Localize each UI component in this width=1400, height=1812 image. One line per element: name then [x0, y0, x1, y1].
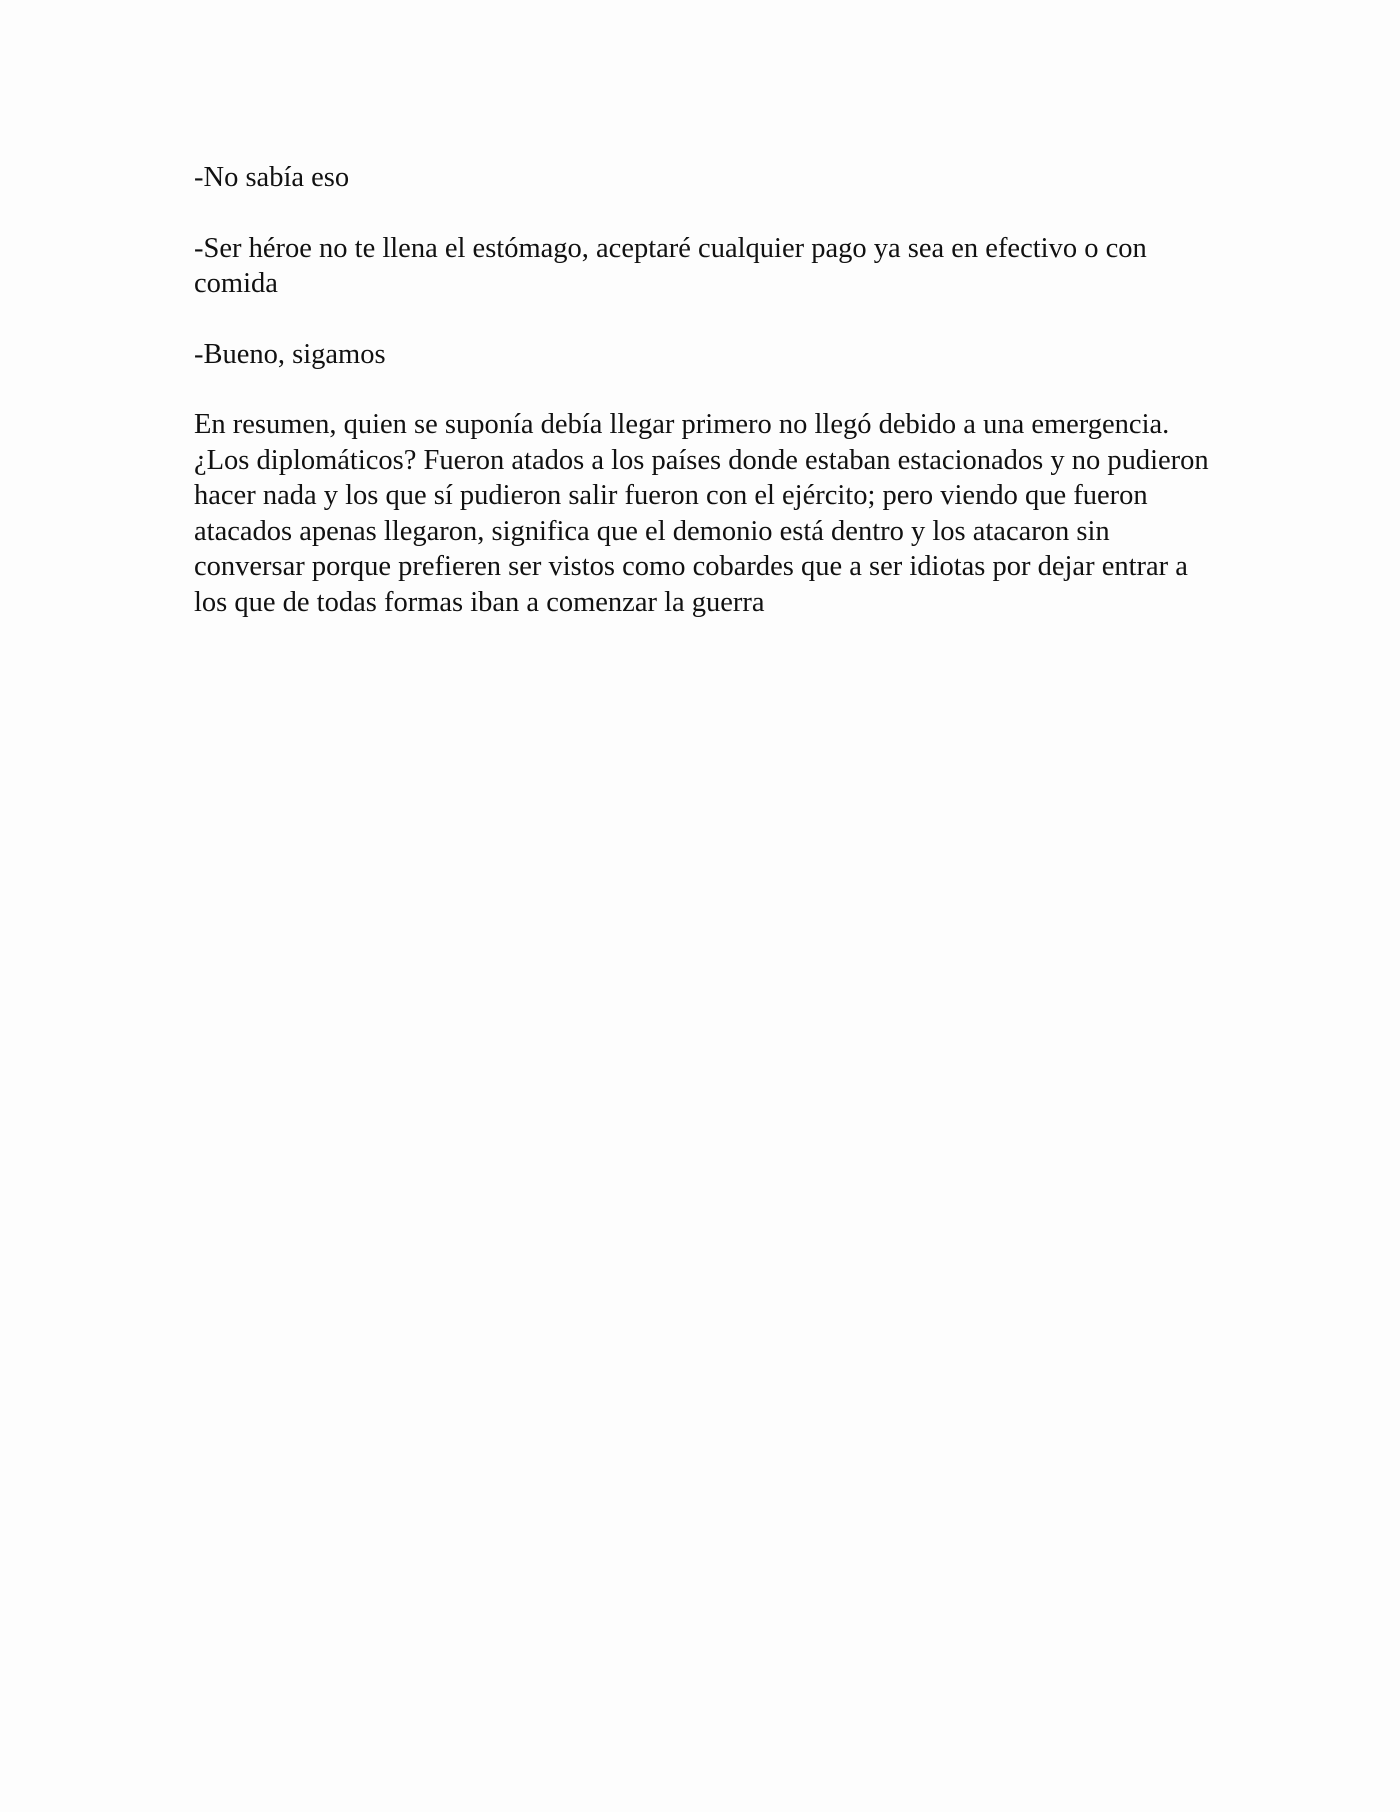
document-body: [194, 160, 1214, 655]
dialogue-line-1: -No sabía eso: [194, 162, 350, 193]
narrative-paragraph: En resumen, quien se suponía debía llegar primero no llegó debido a una emergencia. ¿Los diplomáticos? Fueron atados a los países donde estaban estacionados y no pudieron hacer nada y los que sí pudieron salir fueron con el ejército; pero viendo que fueron atacados apenas llegaron, significa que el demonio está dentro y los atacaron sin conversar porque prefieren ser vistos como cobardes que a ser idiotas por dejar entrar a los que de todas formas iban a comenzar la guerra: [194, 409, 1209, 618]
dialogue-line-3: -Bueno, sigamos: [194, 338, 386, 370]
dialogue-line-2: -Ser héroe no te llena el estómago, aceptaré cualquier pago ya sea en efectivo o con comida: [194, 232, 1147, 299]
